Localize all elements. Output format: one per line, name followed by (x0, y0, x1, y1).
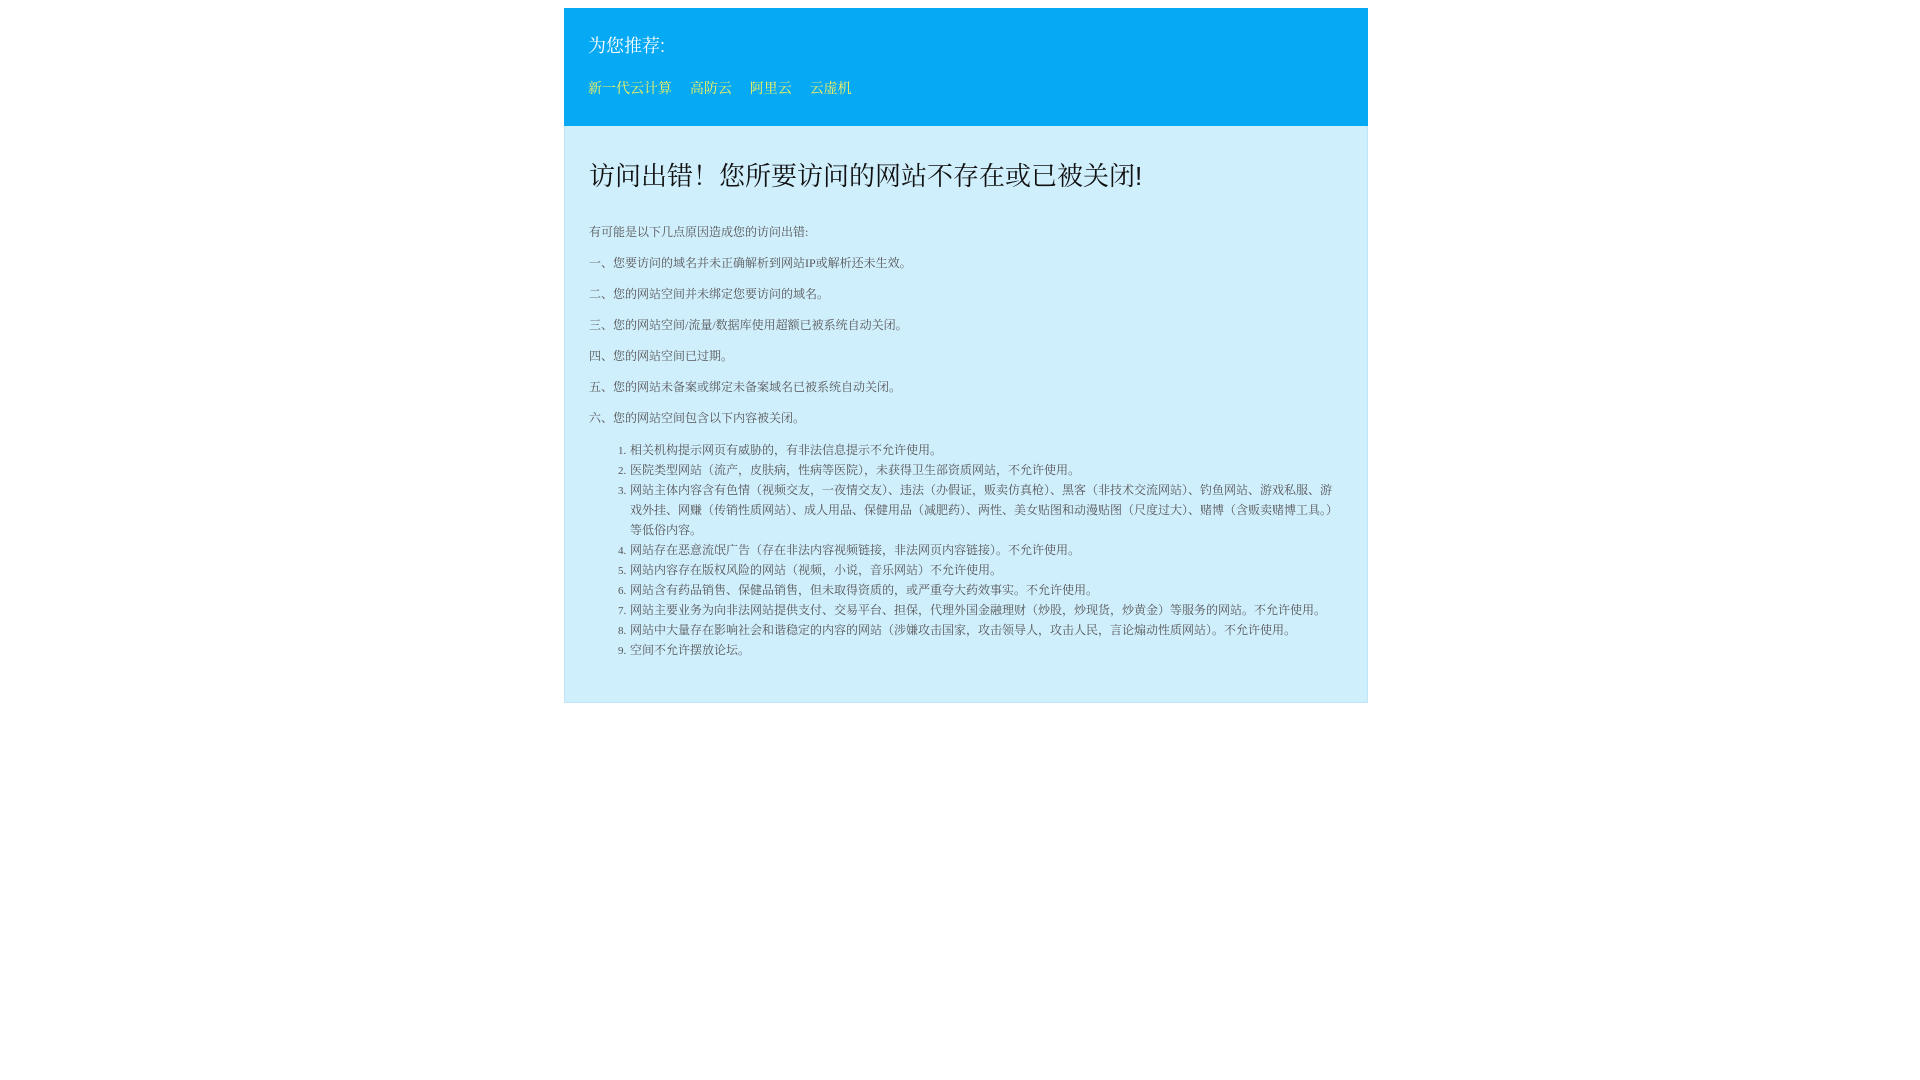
prohibited-item: 1. 相关机构提示网页有威胁的，有非法信息提示不允许使用。 (629, 440, 1343, 460)
reason-item: 六、您的网站空间包含以下内容被关闭。 (589, 411, 806, 425)
prohibited-item: 2. 医院类型网站（流产，皮肤病，性病等医院），未获得卫生部资质网站，不允许使用。 (629, 460, 1343, 480)
page-title: 访问出错！您所要访问的网站不存在或已被关闭! (589, 161, 1143, 191)
prohibited-item: 9. 空间不允许摆放论坛。 (629, 640, 1343, 660)
reason-item: 二、您的网站空间并未绑定您要访问的域名。 (589, 287, 830, 301)
prohibited-item: 4. 网站存在恶意流氓广告（存在非法内容视频链接，非法网页内容链接）。不允许使用。 (629, 540, 1343, 560)
reason-item: 一、您要访问的域名并未正确解析到网站IP或解析还未生效。 (589, 256, 912, 270)
intro-text: 有可能是以下几点原因造成您的访问出错: (589, 225, 809, 239)
recommend-label: 为您推荐: (588, 36, 666, 56)
reason-item: 四、您的网站空间已过期。 (589, 349, 734, 363)
prohibited-item: 7. 网站主要业务为向非法网站提供支付、交易平台、担保，代理外国金融理财（炒股，炒现货，炒黄金）等服务的网站。不允许使用。 (629, 600, 1343, 620)
reason-list (589, 255, 1343, 426)
recommend-link-ddos-cloud[interactable]: 高防云 (689, 80, 732, 96)
recommend-banner (564, 8, 1368, 126)
prohibited-item: 5. 网站内容存在版权风险的网站（视频，小说，音乐网站）不允许使用。 (629, 560, 1343, 580)
reason-item: 三、您的网站空间/流量/数据库使用超额已被系统自动关闭。 (589, 318, 908, 332)
recommend-link-virtual-host[interactable]: 云虚机 (809, 80, 852, 96)
prohibited-item: 8. 网站中大量存在影响社会和谐稳定的内容的网站（涉嫌攻击国家，攻击领导人，攻击人民，言论煽动性质网站）。不允许使用。 (629, 620, 1343, 640)
prohibited-item: 3. 网站主体内容含有色情（视频交友，一夜情交友）、违法（办假证，贩卖仿真枪）、黑客（非技术交流网站）、钓鱼网站、游戏私服、游戏外挂、网赚（传销性质网站）、成人用品、保健用品（减肥药）、两性、美女贴图和动漫贴图（尺度过大）、赌博（含贩卖赌博工具。）等低俗内容。 (629, 480, 1343, 540)
prohibited-item: 6. 网站含有药品销售、保健品销售，但未取得资质的，或严重夸大药效事实。不允许使用。 (629, 580, 1343, 600)
error-content (564, 126, 1368, 703)
error-page-container (564, 8, 1368, 703)
recommend-link-new-cloud[interactable]: 新一代云计算 (588, 80, 672, 96)
recommend-link-aliyun[interactable]: 阿里云 (749, 80, 792, 96)
prohibited-content-list (589, 440, 1343, 660)
recommend-links (588, 78, 1344, 98)
reason-item: 五、您的网站未备案或绑定未备案域名已被系统自动关闭。 (589, 380, 902, 394)
